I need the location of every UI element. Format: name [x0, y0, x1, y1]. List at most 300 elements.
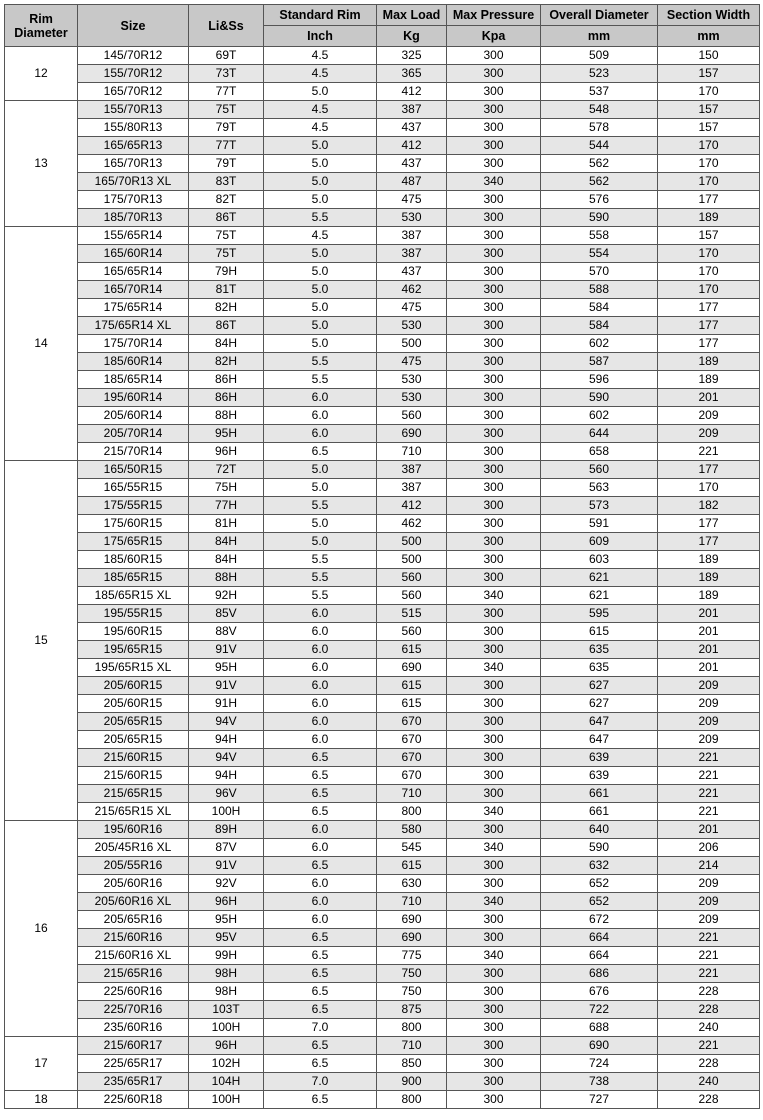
- overall-diameter-cell: 591: [541, 515, 658, 533]
- standard-rim-cell: 6.5: [264, 785, 377, 803]
- load-speed-index-cell: 91V: [189, 677, 264, 695]
- header-size: Size: [78, 5, 189, 47]
- standard-rim-cell: 6.0: [264, 425, 377, 443]
- size-cell: 165/70R13: [78, 155, 189, 173]
- table-row: [5, 389, 760, 407]
- overall-diameter-cell: 560: [541, 461, 658, 479]
- overall-diameter-cell: 544: [541, 137, 658, 155]
- overall-diameter-cell: 570: [541, 263, 658, 281]
- rim-diameter-cell: 14: [5, 227, 78, 461]
- size-cell: 165/50R15: [78, 461, 189, 479]
- size-cell: 185/60R14: [78, 353, 189, 371]
- section-width-cell: 189: [658, 353, 760, 371]
- load-speed-index-cell: 96H: [189, 443, 264, 461]
- section-width-cell: 201: [658, 641, 760, 659]
- max-pressure-cell: 300: [447, 497, 541, 515]
- table-row: [5, 911, 760, 929]
- header-overall-diameter: Overall Diameter: [541, 5, 658, 26]
- max-load-cell: 800: [377, 1019, 447, 1037]
- standard-rim-cell: 5.0: [264, 155, 377, 173]
- table-row: [5, 587, 760, 605]
- size-cell: 205/60R15: [78, 677, 189, 695]
- max-load-cell: 690: [377, 929, 447, 947]
- overall-diameter-cell: 523: [541, 65, 658, 83]
- max-pressure-cell: 340: [447, 839, 541, 857]
- unit-standard-rim: Inch: [264, 26, 377, 47]
- size-cell: 215/60R16 XL: [78, 947, 189, 965]
- standard-rim-cell: 6.5: [264, 947, 377, 965]
- load-speed-index-cell: 75T: [189, 101, 264, 119]
- max-pressure-cell: 340: [447, 659, 541, 677]
- size-cell: 215/70R14: [78, 443, 189, 461]
- section-width-cell: 221: [658, 785, 760, 803]
- standard-rim-cell: 5.0: [264, 335, 377, 353]
- table-row: [5, 641, 760, 659]
- size-cell: 175/65R15: [78, 533, 189, 551]
- table-row: [5, 929, 760, 947]
- max-pressure-cell: 300: [447, 209, 541, 227]
- unit-max-load: Kg: [377, 26, 447, 47]
- max-pressure-cell: 300: [447, 317, 541, 335]
- load-speed-index-cell: 102H: [189, 1055, 264, 1073]
- overall-diameter-cell: 548: [541, 101, 658, 119]
- size-cell: 185/60R15: [78, 551, 189, 569]
- standard-rim-cell: 4.5: [264, 47, 377, 65]
- load-speed-index-cell: 88H: [189, 407, 264, 425]
- standard-rim-cell: 7.0: [264, 1073, 377, 1091]
- table-row: [5, 677, 760, 695]
- overall-diameter-cell: 602: [541, 407, 658, 425]
- header-rim-diameter: [5, 5, 78, 47]
- standard-rim-cell: 5.5: [264, 587, 377, 605]
- size-cell: 205/60R16 XL: [78, 893, 189, 911]
- section-width-cell: 221: [658, 1037, 760, 1055]
- standard-rim-cell: 6.0: [264, 893, 377, 911]
- max-load-cell: 580: [377, 821, 447, 839]
- unit-overall-diameter: mm: [541, 26, 658, 47]
- standard-rim-cell: 6.5: [264, 1037, 377, 1055]
- max-pressure-cell: 300: [447, 65, 541, 83]
- table-body: [5, 47, 760, 1109]
- section-width-cell: 177: [658, 335, 760, 353]
- section-width-cell: 209: [658, 713, 760, 731]
- table-row: [5, 533, 760, 551]
- size-cell: 165/65R13: [78, 137, 189, 155]
- section-width-cell: 206: [658, 839, 760, 857]
- overall-diameter-cell: 621: [541, 569, 658, 587]
- header-load-speed: Li&Ss: [189, 5, 264, 47]
- max-load-cell: 462: [377, 515, 447, 533]
- overall-diameter-cell: 635: [541, 641, 658, 659]
- table-row: [5, 317, 760, 335]
- size-cell: 205/60R15: [78, 695, 189, 713]
- size-cell: 195/60R15: [78, 623, 189, 641]
- size-cell: 165/70R13 XL: [78, 173, 189, 191]
- max-load-cell: 530: [377, 389, 447, 407]
- section-width-cell: 240: [658, 1019, 760, 1037]
- size-cell: 225/70R16: [78, 1001, 189, 1019]
- size-cell: 205/60R14: [78, 407, 189, 425]
- table-row: [5, 983, 760, 1001]
- load-speed-index-cell: 82T: [189, 191, 264, 209]
- table-row: [5, 839, 760, 857]
- load-speed-index-cell: 77H: [189, 497, 264, 515]
- overall-diameter-cell: 602: [541, 335, 658, 353]
- size-cell: 225/60R18: [78, 1091, 189, 1109]
- rim-diameter-cell: 12: [5, 47, 78, 101]
- standard-rim-cell: 6.0: [264, 677, 377, 695]
- max-pressure-cell: 300: [447, 1055, 541, 1073]
- section-width-cell: 170: [658, 173, 760, 191]
- section-width-cell: 189: [658, 209, 760, 227]
- table-row: [5, 335, 760, 353]
- max-load-cell: 690: [377, 659, 447, 677]
- overall-diameter-cell: 686: [541, 965, 658, 983]
- max-load-cell: 500: [377, 551, 447, 569]
- max-pressure-cell: 300: [447, 407, 541, 425]
- max-pressure-cell: 340: [447, 587, 541, 605]
- standard-rim-cell: 6.0: [264, 389, 377, 407]
- standard-rim-cell: 6.5: [264, 1091, 377, 1109]
- max-pressure-cell: 300: [447, 605, 541, 623]
- size-cell: 205/65R15: [78, 713, 189, 731]
- max-pressure-cell: 300: [447, 371, 541, 389]
- load-speed-index-cell: 91V: [189, 641, 264, 659]
- load-speed-index-cell: 84H: [189, 533, 264, 551]
- table-row: [5, 875, 760, 893]
- load-speed-index-cell: 84H: [189, 335, 264, 353]
- rim-diameter-cell: 16: [5, 821, 78, 1037]
- overall-diameter-cell: 609: [541, 533, 658, 551]
- table-row: [5, 821, 760, 839]
- max-load-cell: 850: [377, 1055, 447, 1073]
- max-pressure-cell: 300: [447, 695, 541, 713]
- load-speed-index-cell: 79T: [189, 119, 264, 137]
- overall-diameter-cell: 639: [541, 749, 658, 767]
- tire-spec-table: [4, 4, 760, 1109]
- size-cell: 195/60R14: [78, 389, 189, 407]
- table-row: [5, 767, 760, 785]
- size-cell: 215/60R15: [78, 749, 189, 767]
- overall-diameter-cell: 652: [541, 875, 658, 893]
- max-pressure-cell: 300: [447, 767, 541, 785]
- section-width-cell: 209: [658, 875, 760, 893]
- max-pressure-cell: 300: [447, 263, 541, 281]
- table-row: [5, 713, 760, 731]
- load-speed-index-cell: 94V: [189, 713, 264, 731]
- max-load-cell: 670: [377, 731, 447, 749]
- overall-diameter-cell: 509: [541, 47, 658, 65]
- standard-rim-cell: 6.0: [264, 839, 377, 857]
- load-speed-index-cell: 94H: [189, 767, 264, 785]
- table-row: [5, 101, 760, 119]
- overall-diameter-cell: 627: [541, 677, 658, 695]
- size-cell: 175/70R13: [78, 191, 189, 209]
- overall-diameter-cell: 661: [541, 785, 658, 803]
- standard-rim-cell: 6.0: [264, 407, 377, 425]
- size-cell: 225/65R17: [78, 1055, 189, 1073]
- overall-diameter-cell: 738: [541, 1073, 658, 1091]
- overall-diameter-cell: 644: [541, 425, 658, 443]
- section-width-cell: 221: [658, 929, 760, 947]
- overall-diameter-cell: 590: [541, 389, 658, 407]
- load-speed-index-cell: 92V: [189, 875, 264, 893]
- load-speed-index-cell: 83T: [189, 173, 264, 191]
- rim-diameter-cell: 18: [5, 1091, 78, 1109]
- standard-rim-cell: 5.0: [264, 137, 377, 155]
- table-row: [5, 947, 760, 965]
- standard-rim-cell: 6.5: [264, 803, 377, 821]
- max-pressure-cell: 300: [447, 983, 541, 1001]
- section-width-cell: 209: [658, 407, 760, 425]
- standard-rim-cell: 5.5: [264, 551, 377, 569]
- max-load-cell: 775: [377, 947, 447, 965]
- table-row: [5, 785, 760, 803]
- max-load-cell: 412: [377, 83, 447, 101]
- size-cell: 215/65R15: [78, 785, 189, 803]
- table-row: [5, 263, 760, 281]
- standard-rim-cell: 5.0: [264, 479, 377, 497]
- max-load-cell: 475: [377, 299, 447, 317]
- standard-rim-cell: 4.5: [264, 119, 377, 137]
- max-load-cell: 710: [377, 1037, 447, 1055]
- section-width-cell: 170: [658, 281, 760, 299]
- load-speed-index-cell: 82H: [189, 299, 264, 317]
- overall-diameter-cell: 635: [541, 659, 658, 677]
- table-row: [5, 803, 760, 821]
- max-pressure-cell: 300: [447, 623, 541, 641]
- max-load-cell: 710: [377, 893, 447, 911]
- table-row: [5, 1019, 760, 1037]
- max-load-cell: 530: [377, 317, 447, 335]
- size-cell: 165/70R12: [78, 83, 189, 101]
- section-width-cell: 189: [658, 569, 760, 587]
- table-header: [5, 5, 760, 47]
- header-section-width: Section Width: [658, 5, 760, 26]
- size-cell: 195/55R15: [78, 605, 189, 623]
- load-speed-index-cell: 85V: [189, 605, 264, 623]
- overall-diameter-cell: 647: [541, 713, 658, 731]
- section-width-cell: 209: [658, 911, 760, 929]
- standard-rim-cell: 6.5: [264, 1055, 377, 1073]
- overall-diameter-cell: 595: [541, 605, 658, 623]
- table-row: [5, 857, 760, 875]
- size-cell: 215/60R17: [78, 1037, 189, 1055]
- max-load-cell: 487: [377, 173, 447, 191]
- section-width-cell: 209: [658, 893, 760, 911]
- max-pressure-cell: 300: [447, 911, 541, 929]
- load-speed-index-cell: 86T: [189, 209, 264, 227]
- table-row: [5, 443, 760, 461]
- section-width-cell: 177: [658, 299, 760, 317]
- max-load-cell: 750: [377, 965, 447, 983]
- overall-diameter-cell: 587: [541, 353, 658, 371]
- load-speed-index-cell: 69T: [189, 47, 264, 65]
- max-pressure-cell: 300: [447, 569, 541, 587]
- size-cell: 225/60R16: [78, 983, 189, 1001]
- max-pressure-cell: 340: [447, 803, 541, 821]
- max-pressure-cell: 300: [447, 1037, 541, 1055]
- standard-rim-cell: 5.0: [264, 173, 377, 191]
- max-load-cell: 325: [377, 47, 447, 65]
- unit-max-pressure: Kpa: [447, 26, 541, 47]
- table-row: [5, 1073, 760, 1091]
- max-load-cell: 387: [377, 227, 447, 245]
- standard-rim-cell: 5.0: [264, 533, 377, 551]
- load-speed-index-cell: 95H: [189, 911, 264, 929]
- section-width-cell: 157: [658, 101, 760, 119]
- overall-diameter-cell: 554: [541, 245, 658, 263]
- overall-diameter-cell: 603: [541, 551, 658, 569]
- size-cell: 165/60R14: [78, 245, 189, 263]
- standard-rim-cell: 6.5: [264, 983, 377, 1001]
- load-speed-index-cell: 100H: [189, 803, 264, 821]
- standard-rim-cell: 5.0: [264, 83, 377, 101]
- load-speed-index-cell: 95V: [189, 929, 264, 947]
- table-row: [5, 299, 760, 317]
- table-row: [5, 497, 760, 515]
- overall-diameter-cell: 627: [541, 695, 658, 713]
- max-load-cell: 412: [377, 137, 447, 155]
- max-load-cell: 875: [377, 1001, 447, 1019]
- max-pressure-cell: 300: [447, 785, 541, 803]
- size-cell: 205/45R16 XL: [78, 839, 189, 857]
- load-speed-index-cell: 79T: [189, 155, 264, 173]
- standard-rim-cell: 5.0: [264, 461, 377, 479]
- load-speed-index-cell: 88V: [189, 623, 264, 641]
- max-pressure-cell: 300: [447, 479, 541, 497]
- load-speed-index-cell: 100H: [189, 1019, 264, 1037]
- max-pressure-cell: 340: [447, 947, 541, 965]
- max-pressure-cell: 300: [447, 515, 541, 533]
- overall-diameter-cell: 573: [541, 497, 658, 515]
- overall-diameter-cell: 588: [541, 281, 658, 299]
- section-width-cell: 170: [658, 83, 760, 101]
- section-width-cell: 201: [658, 659, 760, 677]
- max-load-cell: 530: [377, 209, 447, 227]
- max-load-cell: 500: [377, 335, 447, 353]
- max-load-cell: 500: [377, 533, 447, 551]
- section-width-cell: 209: [658, 731, 760, 749]
- header-standard-rim: Standard Rim: [264, 5, 377, 26]
- max-pressure-cell: 300: [447, 1073, 541, 1091]
- table-row: [5, 245, 760, 263]
- standard-rim-cell: 5.5: [264, 569, 377, 587]
- table-row: [5, 605, 760, 623]
- overall-diameter-cell: 558: [541, 227, 658, 245]
- section-width-cell: 177: [658, 191, 760, 209]
- section-width-cell: 170: [658, 137, 760, 155]
- section-width-cell: 221: [658, 965, 760, 983]
- size-cell: 235/60R16: [78, 1019, 189, 1037]
- section-width-cell: 209: [658, 425, 760, 443]
- size-cell: 195/65R15 XL: [78, 659, 189, 677]
- table-row: [5, 227, 760, 245]
- standard-rim-cell: 6.0: [264, 875, 377, 893]
- standard-rim-cell: 6.5: [264, 443, 377, 461]
- max-load-cell: 800: [377, 803, 447, 821]
- section-width-cell: 228: [658, 1055, 760, 1073]
- max-pressure-cell: 300: [447, 245, 541, 263]
- max-load-cell: 437: [377, 263, 447, 281]
- standard-rim-cell: 5.0: [264, 317, 377, 335]
- max-pressure-cell: 300: [447, 551, 541, 569]
- load-speed-index-cell: 79H: [189, 263, 264, 281]
- table-row: [5, 1091, 760, 1109]
- overall-diameter-cell: 722: [541, 1001, 658, 1019]
- max-pressure-cell: 340: [447, 173, 541, 191]
- overall-diameter-cell: 647: [541, 731, 658, 749]
- standard-rim-cell: 5.5: [264, 371, 377, 389]
- standard-rim-cell: 6.0: [264, 821, 377, 839]
- size-cell: 155/70R13: [78, 101, 189, 119]
- section-width-cell: 201: [658, 389, 760, 407]
- max-pressure-cell: 300: [447, 389, 541, 407]
- size-cell: 185/65R15 XL: [78, 587, 189, 605]
- section-width-cell: 157: [658, 227, 760, 245]
- table-row: [5, 155, 760, 173]
- max-load-cell: 387: [377, 245, 447, 263]
- rim-diameter-cell: 13: [5, 101, 78, 227]
- header-max-pressure: Max Pressure: [447, 5, 541, 26]
- table-row: [5, 65, 760, 83]
- unit-section-width: mm: [658, 26, 760, 47]
- max-load-cell: 670: [377, 767, 447, 785]
- table-row: [5, 1037, 760, 1055]
- max-load-cell: 515: [377, 605, 447, 623]
- max-load-cell: 387: [377, 101, 447, 119]
- load-speed-index-cell: 95H: [189, 425, 264, 443]
- load-speed-index-cell: 86H: [189, 371, 264, 389]
- section-width-cell: 170: [658, 479, 760, 497]
- size-cell: 155/80R13: [78, 119, 189, 137]
- section-width-cell: 177: [658, 515, 760, 533]
- rim-diameter-cell: 17: [5, 1037, 78, 1091]
- section-width-cell: 150: [658, 47, 760, 65]
- size-cell: 175/70R14: [78, 335, 189, 353]
- max-load-cell: 560: [377, 587, 447, 605]
- section-width-cell: 228: [658, 1001, 760, 1019]
- overall-diameter-cell: 664: [541, 947, 658, 965]
- table-row: [5, 515, 760, 533]
- table-row: [5, 965, 760, 983]
- overall-diameter-cell: 672: [541, 911, 658, 929]
- max-load-cell: 615: [377, 677, 447, 695]
- load-speed-index-cell: 84H: [189, 551, 264, 569]
- load-speed-index-cell: 98H: [189, 983, 264, 1001]
- load-speed-index-cell: 88H: [189, 569, 264, 587]
- section-width-cell: 240: [658, 1073, 760, 1091]
- load-speed-index-cell: 89H: [189, 821, 264, 839]
- size-cell: 205/55R16: [78, 857, 189, 875]
- max-load-cell: 630: [377, 875, 447, 893]
- max-load-cell: 710: [377, 785, 447, 803]
- load-speed-index-cell: 75T: [189, 245, 264, 263]
- section-width-cell: 189: [658, 587, 760, 605]
- overall-diameter-cell: 578: [541, 119, 658, 137]
- overall-diameter-cell: 584: [541, 299, 658, 317]
- section-width-cell: 221: [658, 767, 760, 785]
- standard-rim-cell: 5.0: [264, 299, 377, 317]
- header-rim-line1: Rim: [29, 11, 53, 26]
- max-pressure-cell: 300: [447, 443, 541, 461]
- table-row: [5, 407, 760, 425]
- max-load-cell: 750: [377, 983, 447, 1001]
- standard-rim-cell: 6.5: [264, 1001, 377, 1019]
- load-speed-index-cell: 82H: [189, 353, 264, 371]
- size-cell: 205/60R16: [78, 875, 189, 893]
- table-row: [5, 569, 760, 587]
